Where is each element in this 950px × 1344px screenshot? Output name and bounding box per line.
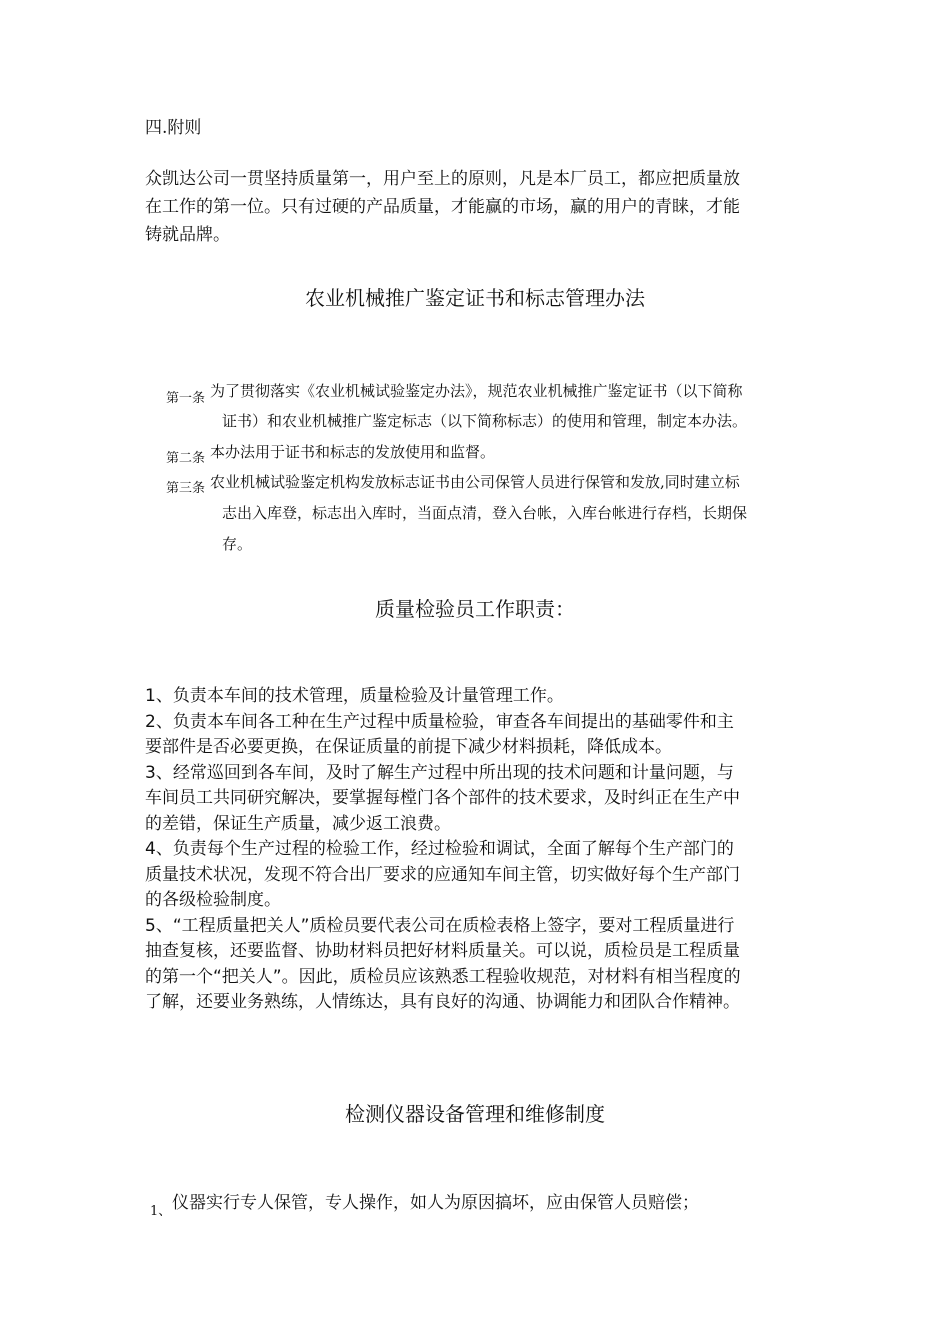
duty-line: 了解，还要业务熟练，人情练达，具有良好的沟通、协调能力和团队合作精神。 <box>145 992 740 1012</box>
article-line: 为了贯彻落实《农业机械试验鉴定办法》，规范农业机械推广鉴定证书（以下简称 <box>210 382 743 400</box>
duty-line: 5、“工程质量把关人”质检员要代表公司在质检表格上签字，要对工程质量进行 <box>145 915 735 936</box>
duty-line: 要部件是否必要更换，在保证质量的前提下减少材料损耗，降低成本。 <box>145 737 672 757</box>
duties-list <box>145 684 741 1016</box>
article-label: 第三条 <box>166 481 206 496</box>
article-line: 农业机械试验鉴定机构发放标志证书由公司保管人员进行保管和发放,同时建立标 <box>210 473 740 491</box>
article-line: 证书）和农业机械推广鉴定标志（以下简称标志）的使用和管理，制定本办法。 <box>222 412 748 430</box>
duty-line: 1、负责本车间的技术管理，质量检验及计量管理工作。 <box>145 686 564 706</box>
duty-line: 2、负责本车间各工种在生产过程中质量检验，审查各车间提出的基础零件和主 <box>145 711 734 732</box>
article-line: 志出入库登，标志出入库时，当面点清，登入台帐，入库台帐进行存档，长期保 <box>222 504 748 522</box>
duty-line: 3、经常巡回到各车间，及时了解生产过程中所出现的技术问题和计量问题，与 <box>145 762 734 783</box>
appendix-line: 众凯达公司一贯坚持质量第一，用户至上的原则，凡是本厂员工，都应把质量放 <box>145 169 740 189</box>
article-label: 第一条 <box>166 391 206 406</box>
appendix-line: 铸就品牌。 <box>145 225 230 245</box>
duty-line: 4、负责每个生产过程的检验工作，经过检验和调试，全面了解每个生产部门的 <box>145 839 734 859</box>
article-label: 第二条 <box>166 451 206 466</box>
duty-line: 车间员工共同研究解决，要掌握每樘门各个部件的技术要求，及时纠正在生产中 <box>145 788 740 808</box>
duty-line: 的第一个“把关人”。因此，质检员应该熟悉工程验收规范，对材料有相当程度的 <box>145 966 741 987</box>
appendix-line: 在工作的第一位。只有过硬的产品质量，才能赢的市场，赢的用户的青睐，才能 <box>145 197 740 217</box>
duty-line: 的差错，保证生产质量，减少返工浪费。 <box>145 813 451 834</box>
duties-title: 质量检验员工作职责： <box>375 597 575 621</box>
article-line: 本办法用于证书和标志的发放使用和监督。 <box>210 443 496 461</box>
duty-line: 的各级检验制度。 <box>145 890 281 910</box>
appendix-heading: 四.附则 <box>145 118 202 138</box>
article-line: 存。 <box>222 535 253 553</box>
instrument-item-number: 1、 <box>150 1204 172 1219</box>
duty-line: 质量技术状况，发现不符合出厂要求的应通知车间主管，切实做好每个生产部门 <box>145 864 740 885</box>
duty-line: 抽查复核，还要监督、协助材料员把好材料质量关。可以说，质检员是工程质量 <box>145 941 740 961</box>
cert-title: 农业机械推广鉴定证书和标志管理办法 <box>305 286 645 310</box>
instrument-item-text: 仪器实行专人保管，专人操作，如人为原因搞坏，应由保管人员赔偿； <box>172 1193 699 1213</box>
instruments-title: 检测仪器设备管理和维修制度 <box>345 1102 605 1126</box>
